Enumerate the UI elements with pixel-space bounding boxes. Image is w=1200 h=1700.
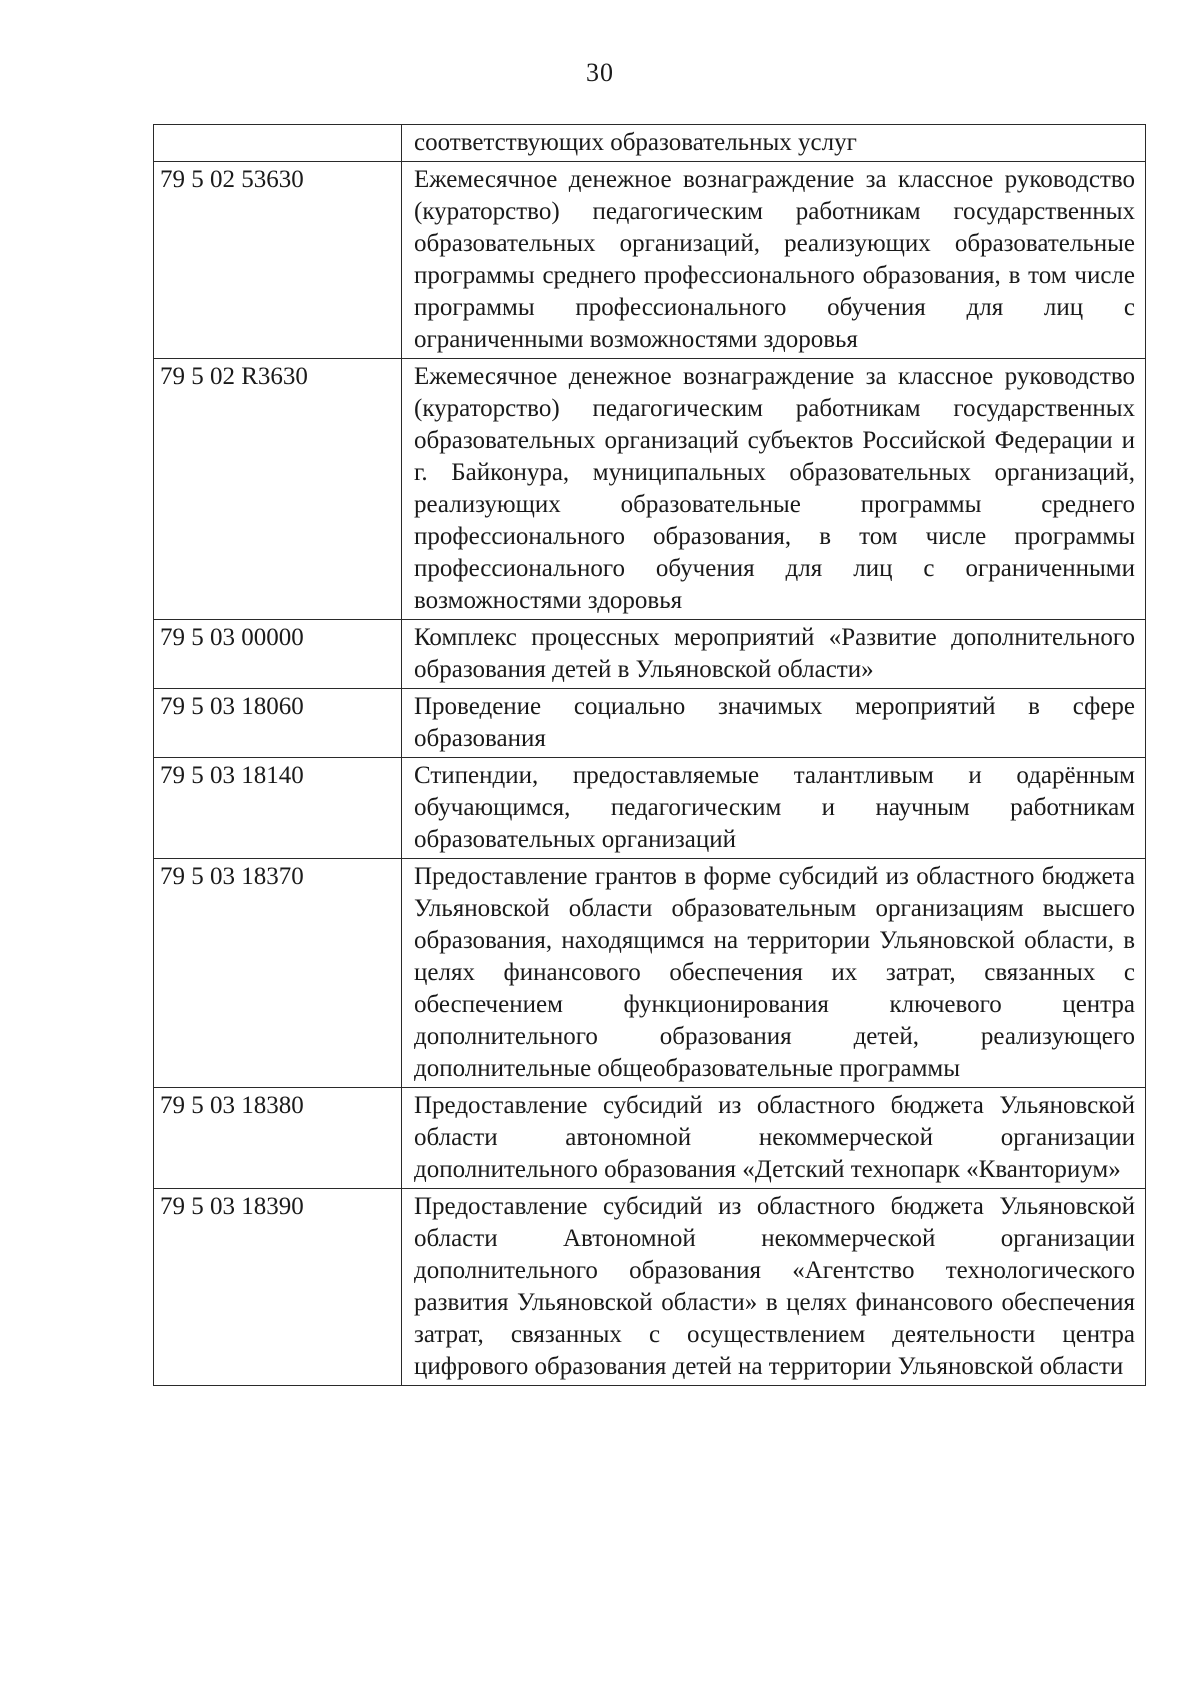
description-cell: Комплекс процессных мероприятий «Развитие дополнительного образования детей в Ульяновской области» [402,620,1146,689]
code-cell: 79 5 03 18380 [154,1088,402,1189]
code-cell: 79 5 03 18390 [154,1189,402,1386]
description-cell: Предоставление субсидий из областного бюджета Ульяновской области Автономной некоммерческой организации дополнительного образования «Агентство технологического развития Ульяновской области» в целях финансового обеспечения затрат, связанных с осуществлением деятельности центра цифрового образования детей на территории Ульяновской области [402,1189,1146,1386]
table-row [154,758,1146,859]
description-cell: Стипендии, предоставляемые талантливым и одарённым обучающимся, педагогическим и научным работникам образовательных организаций [402,758,1146,859]
budget-code-table [153,124,1146,1386]
code-cell: 79 5 03 18140 [154,758,402,859]
table-row [154,620,1146,689]
code-cell [154,125,402,162]
table-row [154,859,1146,1088]
description-cell: Проведение социально значимых мероприятий в сфере образования [402,689,1146,758]
code-cell: 79 5 03 18060 [154,689,402,758]
code-cell: 79 5 02 R3630 [154,359,402,620]
page-number: 30 [586,58,614,87]
table-row [154,1088,1146,1189]
code-cell: 79 5 03 18370 [154,859,402,1088]
table-row [154,125,1146,162]
description-cell: Ежемесячное денежное вознаграждение за классное руководство (кураторство) педагогическим работникам государственных образовательных организаций, реализующих образовательные программы среднего профессионального образования, в том числе программы профессионального обучения для лиц с ограниченными возможностями здоровья [402,162,1146,359]
table-row [154,689,1146,758]
code-cell: 79 5 03 00000 [154,620,402,689]
description-cell: соответствующих образовательных услуг [402,125,1146,162]
description-cell: Предоставление субсидий из областного бюджета Ульяновской области автономной некоммерческой организации дополнительного образования «Детский технопарк «Кванториум» [402,1088,1146,1189]
table-row [154,1189,1146,1386]
description-cell: Предоставление грантов в форме субсидий из областного бюджета Ульяновской области образовательным организациям высшего образования, находящимся на территории Ульяновской области, в целях финансового обеспечения их затрат, связанных с обеспечением функционирования ключевого центра дополнительного образования детей, реализующего дополнительные общеобразовательные программы [402,859,1146,1088]
table-row [154,162,1146,359]
code-cell: 79 5 02 53630 [154,162,402,359]
description-cell: Ежемесячное денежное вознаграждение за классное руководство (кураторство) педагогическим работникам государственных образовательных организаций субъектов Российской Федерации и г. Байконура, муниципальных образовательных организаций, реализующих образовательные программы среднего профессионального образования, в том числе программы профессионального обучения для лиц с ограниченными возможностями здоровья [402,359,1146,620]
table-row [154,359,1146,620]
